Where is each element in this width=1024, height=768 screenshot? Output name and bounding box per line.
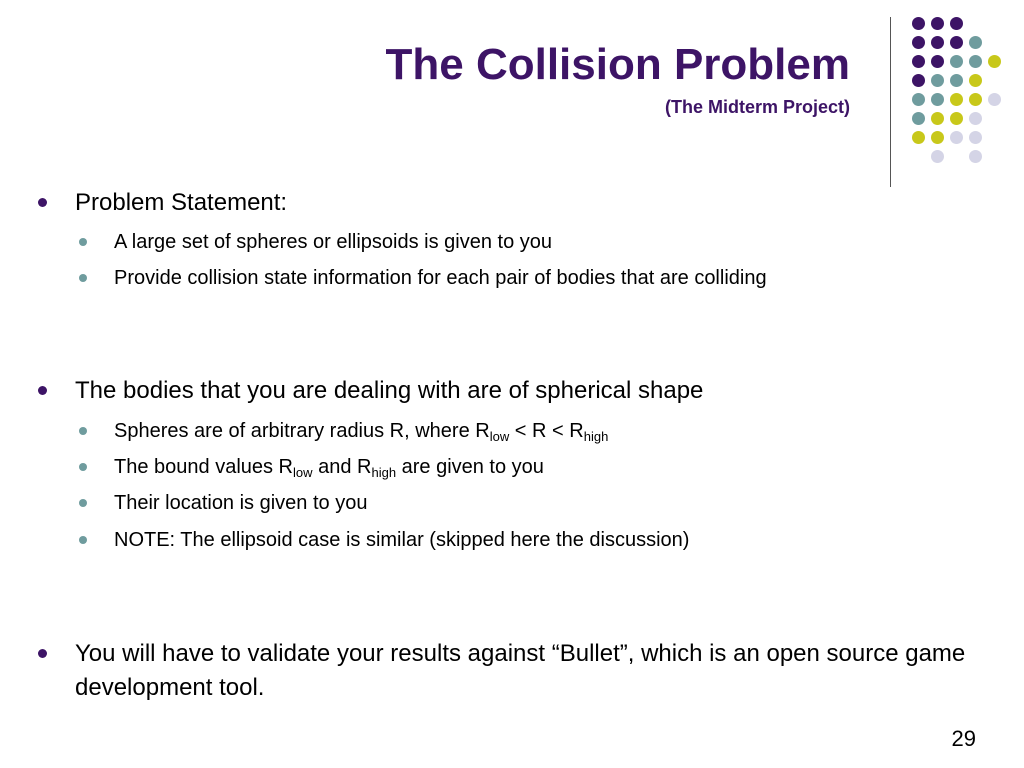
title-divider	[890, 17, 891, 187]
decor-dot	[950, 17, 963, 30]
decor-dot	[969, 55, 982, 68]
decor-dot	[912, 93, 925, 106]
decor-dot	[950, 112, 963, 125]
sub-bullet-text: Their location is given to you	[114, 492, 368, 514]
sub-bullet-dot	[79, 536, 87, 544]
bullet-text: The bodies that you are dealing with are of spherical shape	[75, 377, 704, 404]
sub-bullet-dot	[79, 499, 87, 507]
decor-dot	[931, 17, 944, 30]
decor-dot	[969, 112, 982, 125]
sub-bullet-dot	[79, 274, 87, 282]
decor-dot	[912, 74, 925, 87]
subscript-low: low	[489, 429, 510, 444]
decor-dot	[950, 36, 963, 49]
bullet-dot	[38, 198, 47, 207]
subscript-high: high	[583, 429, 609, 444]
radius-mid: < R < R	[509, 420, 584, 442]
decor-dot	[912, 131, 925, 144]
radius-text: Spheres are of arbitrary radius R, where R	[114, 420, 490, 442]
decor-dot	[931, 93, 944, 106]
subscript-high: high	[371, 465, 397, 480]
bounds-text: The bound values R	[114, 456, 294, 478]
slide-title: The Collision Problem	[385, 40, 850, 89]
decor-dot	[950, 55, 963, 68]
decor-dot	[912, 17, 925, 30]
bullet-text: You will have to validate your results against “Bullet”, which is an open source game development tool.	[75, 640, 966, 701]
decor-dot	[969, 131, 982, 144]
sub-bullet-text	[114, 417, 608, 445]
decor-dot	[969, 150, 982, 163]
decor-dot	[988, 93, 1001, 106]
bullet-dot	[38, 649, 47, 658]
decor-dot	[931, 74, 944, 87]
decor-dot	[988, 55, 1001, 68]
sub-bullet-text	[114, 453, 544, 481]
decor-dot	[912, 36, 925, 49]
decor-dot	[969, 74, 982, 87]
subscript-low: low	[293, 465, 313, 480]
decor-dot	[931, 112, 944, 125]
decor-dot	[969, 93, 982, 106]
sub-bullet-dot	[79, 427, 87, 435]
decor-dot	[931, 55, 944, 68]
bullet-text: Problem Statement:	[75, 189, 288, 216]
decor-dot	[931, 36, 944, 49]
sub-bullet-text: NOTE: The ellipsoid case is similar (skipped here the discussion)	[114, 529, 690, 551]
sub-bullet-text: Provide collision state information for each pair of bodies that are colliding	[114, 267, 767, 289]
decor-dot	[950, 74, 963, 87]
page-number: 29	[951, 726, 976, 751]
bounds-mid: and R	[312, 456, 372, 478]
sub-bullet-dot	[79, 463, 87, 471]
sub-bullet-text: A large set of spheres or ellipsoids is given to you	[114, 231, 553, 253]
decor-dot	[931, 131, 944, 144]
bounds-end: are given to you	[396, 456, 544, 478]
decor-dot	[931, 150, 944, 163]
bullet-dot	[38, 386, 47, 395]
slide-subtitle: (The Midterm Project)	[664, 97, 850, 117]
decor-dot	[969, 36, 982, 49]
decor-dot	[950, 93, 963, 106]
sub-bullet-dot	[79, 238, 87, 246]
decor-dot	[950, 131, 963, 144]
decor-dot	[912, 112, 925, 125]
decor-dot	[912, 55, 925, 68]
